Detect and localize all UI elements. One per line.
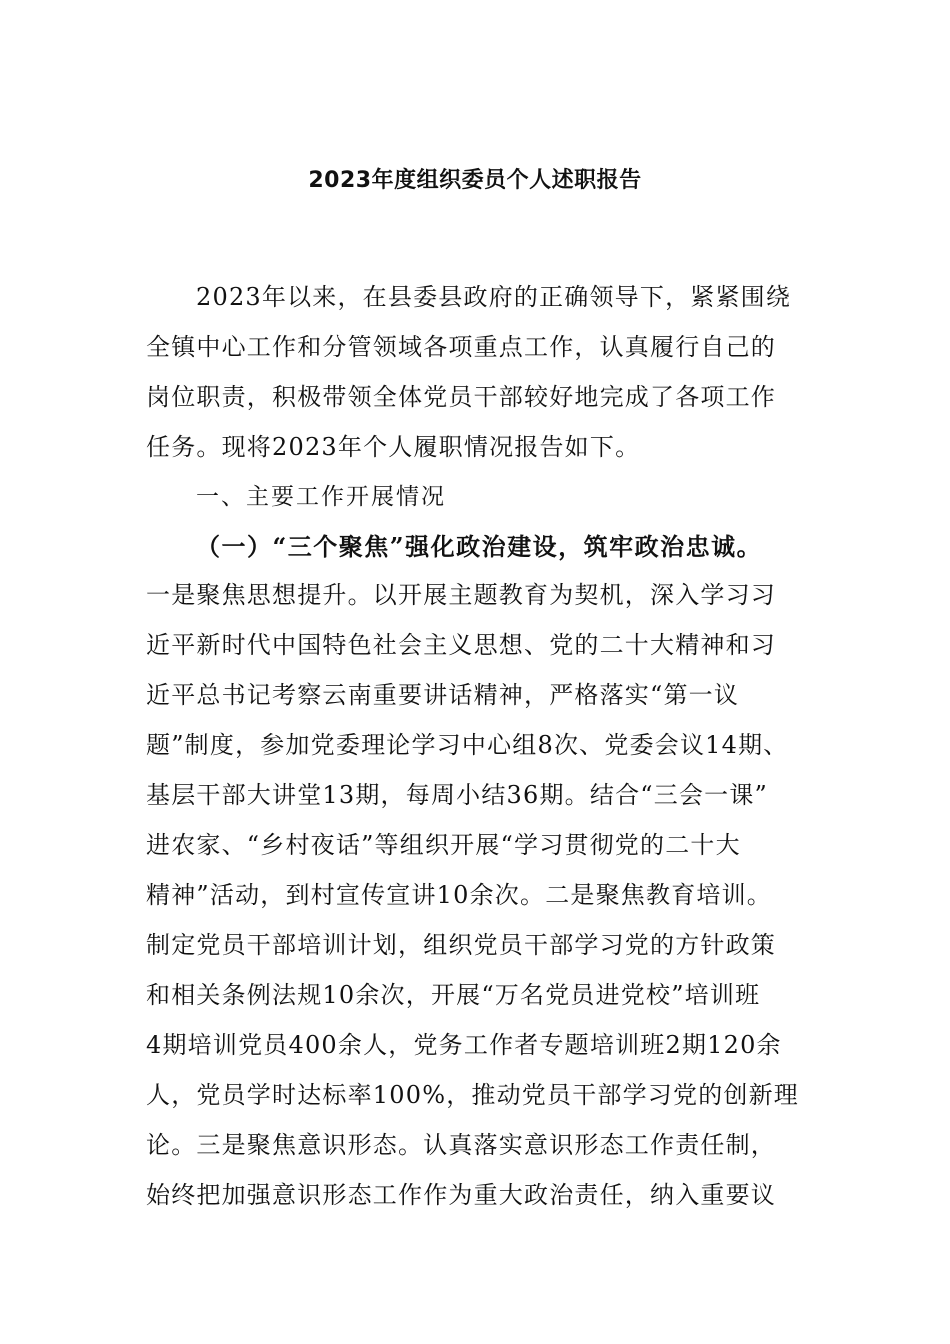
intro-line: 岗位职责，积极带领全体党员干部较好地完成了各项工作	[146, 383, 776, 411]
intro-line: 2023年以来，在县委县政府的正确领导下，紧紧围绕	[196, 283, 792, 311]
document-title: 2023年度组织委员个人述职报告	[308, 168, 642, 193]
body-line: 基层干部大讲堂13期，每周小结36期。结合“三会一课”	[146, 781, 769, 809]
subsection-heading: （一）“三个聚焦”强化政治建设，筑牢政治忠诚。	[196, 532, 763, 561]
body-line: 始终把加强意识形态工作作为重大政治责任，纳入重要议	[146, 1181, 776, 1209]
body-line: 近平总书记考察云南重要讲话精神，严格落实“第一议	[146, 681, 740, 709]
intro-line: 任务。现将2023年个人履职情况报告如下。	[146, 433, 641, 461]
section-heading: 一、主要工作开展情况	[196, 484, 446, 510]
body-line: 精神”活动，到村宣传宣讲10余次。二是聚焦教育培训。	[146, 881, 773, 909]
body-line: 近平新时代中国特色社会主义思想、党的二十大精神和习	[146, 631, 776, 659]
body-line: 制定党员干部培训计划，组织党员干部学习党的方针政策	[146, 931, 776, 959]
body-line: 和相关条例法规10余次，开展“万名党员进党校”培训班	[146, 981, 761, 1009]
body-line: 一是聚焦思想提升。以开展主题教育为契机，深入学习习	[146, 581, 776, 609]
intro-line: 全镇中心工作和分管领域各项重点工作，认真履行自己的	[146, 333, 776, 361]
body-line: 4期培训党员400余人，党务工作者专题培训班2期120余	[146, 1031, 782, 1059]
body-line: 进农家、“乡村夜话”等组织开展“学习贯彻党的二十大	[146, 831, 741, 859]
body-line: 题”制度，参加党委理论学习中心组8次、党委会议14期、	[146, 731, 789, 759]
body-line: 人，党员学时达标率100%，推动党员干部学习党的创新理	[146, 1081, 800, 1109]
body-line: 论。三是聚焦意识形态。认真落实意识形态工作责任制，	[146, 1131, 776, 1159]
